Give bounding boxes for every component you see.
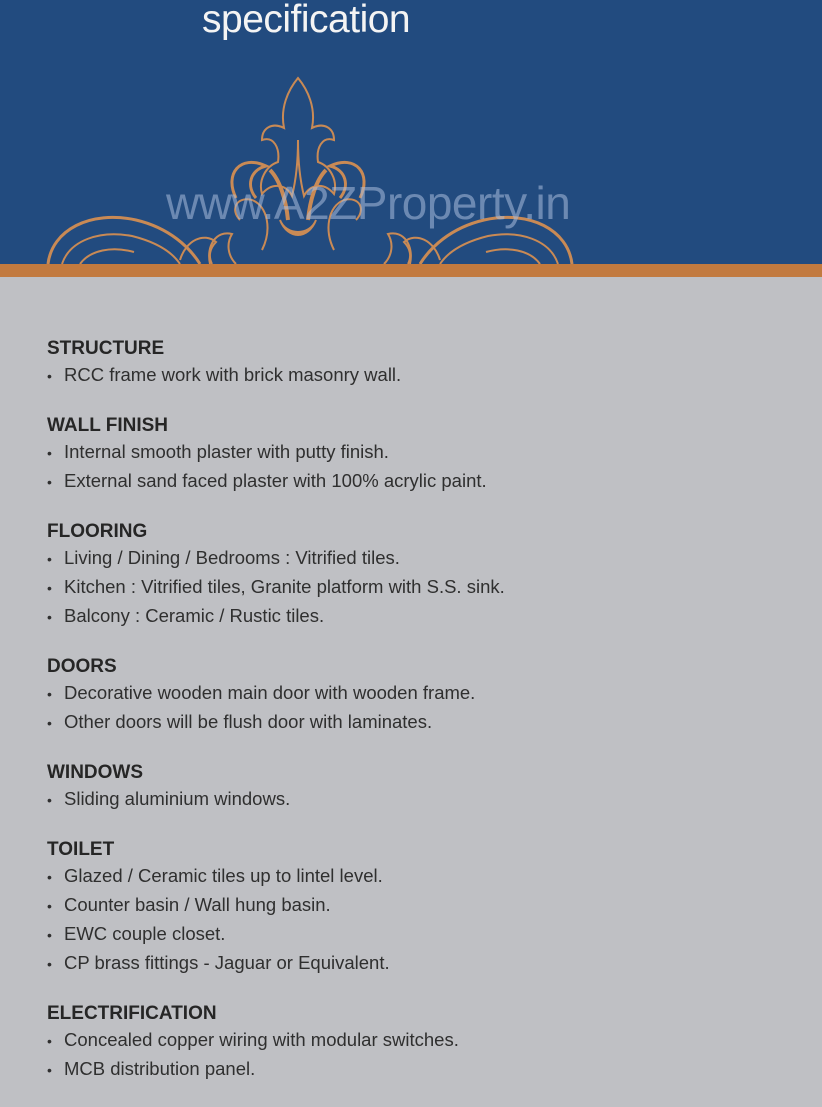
bullet-icon: •: [47, 792, 52, 808]
list-item: • Concealed copper wiring with modular switches.: [47, 1026, 787, 1055]
list-item: • Other doors will be flush door with laminates.: [47, 708, 787, 737]
list-item: • Kitchen : Vitrified tiles, Granite platform with S.S. sink.: [47, 573, 787, 602]
bullet-icon: •: [47, 368, 52, 384]
list-item: • EWC couple closet.: [47, 920, 787, 949]
list-item: • Counter basin / Wall hung basin.: [47, 891, 787, 920]
section-heading: ELECTRIFICATION: [47, 1003, 217, 1024]
section-flooring: [47, 519, 787, 631]
list-item: • Balcony : Ceramic / Rustic tiles.: [47, 602, 787, 631]
section-heading: STRUCTURE: [47, 338, 165, 359]
section-wall-finish: [47, 413, 787, 496]
section-structure: [47, 336, 787, 390]
bullet-icon: •: [47, 686, 52, 702]
section-electrification: [47, 1001, 787, 1084]
section-heading: DOORS: [47, 656, 117, 677]
bullet-icon: •: [47, 580, 52, 596]
list-item: • RCC frame work with brick masonry wall.: [47, 361, 787, 390]
list-item: • CP brass fittings - Jaguar or Equivalent.: [47, 949, 787, 978]
bullet-icon: •: [47, 956, 52, 972]
header-banner: [0, 0, 822, 265]
bullet-icon: •: [47, 715, 52, 731]
bullet-icon: •: [47, 609, 52, 625]
section-heading: WALL FINISH: [47, 415, 169, 436]
bullet-icon: •: [47, 898, 52, 914]
list-item: • Glazed / Ceramic tiles up to lintel level.: [47, 862, 787, 891]
section-heading: WINDOWS: [47, 762, 144, 783]
section-windows: [47, 760, 787, 814]
list-item: • MCB distribution panel.: [47, 1055, 787, 1084]
list-item: • Sliding aluminium windows.: [47, 785, 787, 814]
section-toilet: [47, 837, 787, 978]
section-doors: [47, 654, 787, 737]
watermark-text: www.A2ZProperty.in: [166, 177, 571, 229]
list-item: • Living / Dining / Bedrooms : Vitrified tiles.: [47, 544, 787, 573]
list-item: • Internal smooth plaster with putty finish.: [47, 438, 787, 467]
page-title: specification: [202, 0, 411, 41]
bullet-icon: •: [47, 551, 52, 567]
specification-list: [47, 336, 787, 1107]
acanthus-leaf-ornament-icon: [40, 70, 580, 265]
section-heading: FLOORING: [47, 521, 148, 542]
bullet-icon: •: [47, 1033, 52, 1049]
bullet-icon: •: [47, 474, 52, 490]
accent-band: [0, 264, 822, 277]
section-heading: TOILET: [47, 839, 115, 860]
list-item: • External sand faced plaster with 100% acrylic paint.: [47, 467, 787, 496]
bullet-icon: •: [47, 869, 52, 885]
bullet-icon: •: [47, 927, 52, 943]
bullet-icon: •: [47, 445, 52, 461]
bullet-icon: •: [47, 1062, 52, 1078]
list-item: • Decorative wooden main door with wooden frame.: [47, 679, 787, 708]
